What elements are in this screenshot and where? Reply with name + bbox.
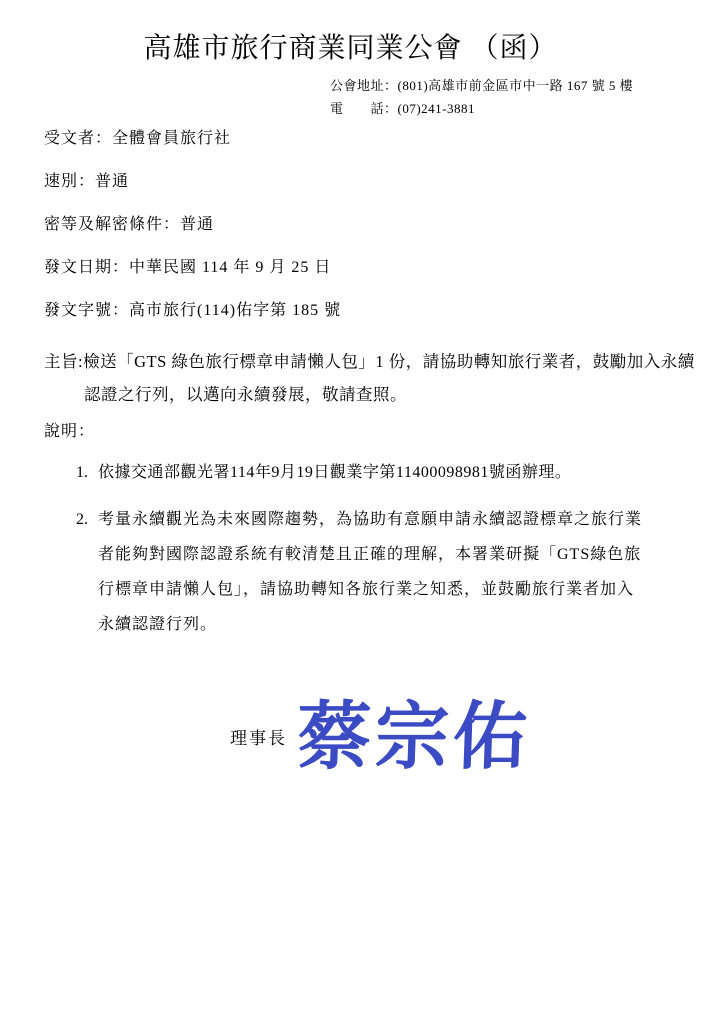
- field-security-value: 普通: [180, 216, 215, 233]
- signature-title: 理事長: [230, 729, 287, 748]
- signature-block: [230, 668, 701, 779]
- item-number: 1.: [76, 464, 88, 481]
- contact-address: 公會地址：(801)高雄市前金區市中一路 167 號 5 樓: [330, 78, 634, 93]
- subject-text: 檢送「GTS 綠色旅行標章申請懶人包」1 份，請協助轉知旅行業者，鼓勵加入永續認證之行列，以邁向永續發展，敬請查照。: [83, 352, 695, 404]
- item-text: 依據交通部觀光署114年9月19日觀業字第11400098981號函辦理。: [98, 464, 572, 481]
- field-recipient: [44, 130, 701, 147]
- doc-title: 高雄市旅行商業同業公會 （函）: [143, 33, 558, 64]
- field-list: [44, 130, 701, 319]
- field-doc-number: [44, 302, 701, 319]
- field-security-label: 密等及解密條件：: [44, 216, 181, 233]
- field-issue-date-value: 中華民國 114 年 9 月 25 日: [129, 259, 332, 276]
- field-priority-label: 速別：: [44, 173, 96, 190]
- explanation-label: 說明：: [44, 423, 96, 440]
- explanation-list: [76, 462, 701, 642]
- explanation-item-2: [76, 502, 701, 642]
- explanation-item-1: [76, 462, 701, 484]
- contact-phone: 電 話：(07)241-3881: [330, 101, 475, 116]
- field-doc-number-label: 發文字號：: [44, 302, 130, 319]
- field-security: [44, 216, 701, 233]
- field-recipient-label: 受文者：: [44, 130, 113, 147]
- field-issue-date: [44, 259, 701, 276]
- field-priority-value: 普通: [95, 173, 130, 190]
- field-issue-date-label: 發文日期：: [44, 259, 130, 276]
- item-text: 考量永續觀光為未來國際趨勢，為協助有意願申請永續認證標章之旅行業者能夠對國際認證系統有較清楚且正確的理解，本署業研擬「GTS綠色旅行標章申請懶人包」，請協助轉知各旅行業之知悉，並鼓勵旅行業者加入永續認證行列。: [98, 511, 643, 633]
- subject-paragraph: [44, 345, 701, 411]
- field-recipient-value: 全體會員旅行社: [112, 130, 232, 147]
- signature-name: 蔡宗佑: [295, 696, 533, 779]
- item-number: 2.: [76, 511, 88, 528]
- contact-block: [330, 74, 701, 120]
- field-priority: [44, 173, 701, 190]
- subject-label: 主旨:: [44, 352, 84, 371]
- field-doc-number-value: 高市旅行(114)佑字第 185 號: [129, 302, 342, 319]
